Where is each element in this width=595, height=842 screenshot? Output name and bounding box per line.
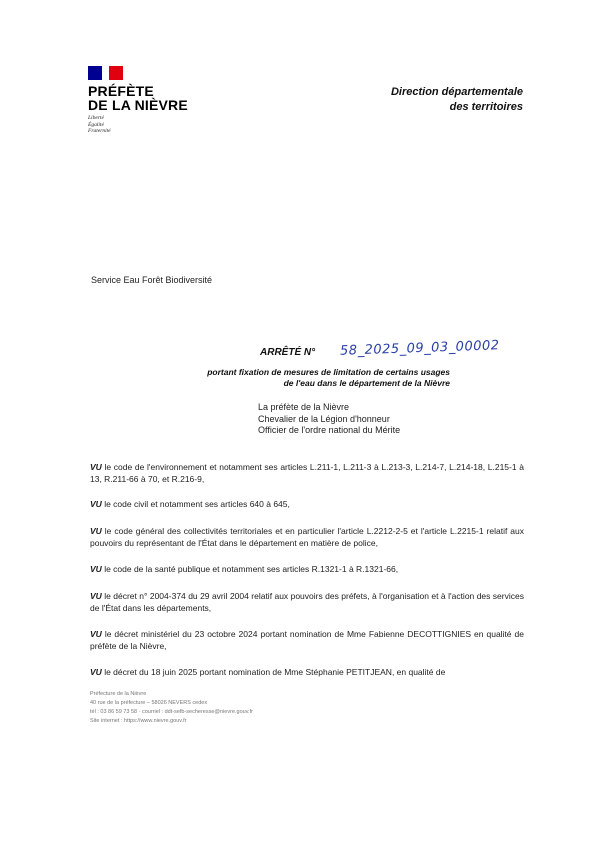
signatory-honor-1: Chevalier de la Légion d'honneur xyxy=(258,413,390,424)
direction-line1: Direction départementale xyxy=(390,86,523,98)
visa-paragraph xyxy=(90,590,524,614)
prefecture-name xyxy=(88,84,208,112)
visa-text: le code civil et notamment ses articles 640 à 645, xyxy=(104,499,290,509)
prefecture-name-line2: DE LA NIÈVRE xyxy=(88,97,188,113)
visa-prefix: VU xyxy=(90,564,102,574)
visas-list xyxy=(90,461,524,678)
visa-prefix: VU xyxy=(90,526,102,536)
footer-website: Site internet : https://www.nievre.gouv.fr xyxy=(90,718,187,724)
republic-motto xyxy=(88,115,208,135)
visa-prefix: VU xyxy=(90,667,102,677)
visa-paragraph xyxy=(90,666,524,678)
signatory-honor-2: Officier de l'ordre national du Mérite xyxy=(258,425,401,435)
subject-line2: de l'eau dans le département de la Nièvre xyxy=(283,378,450,388)
visa-prefix: VU xyxy=(90,629,102,639)
subject-line1: portant fixation de mesures de limitation de certains usages xyxy=(207,367,450,377)
visa-paragraph xyxy=(90,498,524,510)
visa-text: le décret ministériel du 23 octobre 2024 portant nomination de Mme Fabienne DECOTTIGNIES en qualité de préfète de la Nièvre, xyxy=(90,629,524,651)
signatory-block xyxy=(258,402,400,437)
visa-prefix: VU xyxy=(90,591,102,601)
marianne-flag-icon xyxy=(88,66,123,80)
motto-fraternite: Fraternité xyxy=(88,128,111,134)
arrete-subject xyxy=(180,367,450,389)
visa-paragraph xyxy=(90,525,524,549)
visa-paragraph xyxy=(90,628,524,652)
motto-liberte: Liberté xyxy=(88,115,104,121)
visa-text: le décret du 18 juin 2025 portant nomination de Mme Stéphanie PETITJEAN, en qualité de xyxy=(104,667,446,677)
footer-contact xyxy=(90,690,253,726)
visa-prefix: VU xyxy=(90,462,102,472)
direction-line2: des territoires xyxy=(449,101,523,113)
footer-address-street: 40 rue de la préfecture – 58026 NEVERS cedex xyxy=(90,700,208,706)
visa-text: le code général des collectivités territoriales et en particulier l'article L.2212-2-5 et l'article L.2215-1 relatif aux pouvoirs du représentant de l'État dans le département en matière de police, xyxy=(90,526,524,548)
visa-text: le code de l'environnement et notamment ses articles L.211-1, L.211-3 à L.213-3, L.214-7, L.214-18, L.215-1 à 13, R.211-66 à 70, et R.216-9, xyxy=(90,462,524,484)
prefecture-logo xyxy=(88,66,208,135)
footer-contact-line: tél : 03 86 59 73 58 · courriel : ddt-sefb-secheresse@nievre.gouv.fr xyxy=(90,709,253,715)
footer-address-name: Préfecture de la Nièvre xyxy=(90,691,147,697)
prefecture-name-line1: PRÉFÈTE xyxy=(88,83,154,99)
issuing-direction xyxy=(391,85,523,115)
arrete-label: ARRÊTÉ N° xyxy=(260,347,316,358)
service-name: Service Eau Forêt Biodiversité xyxy=(91,275,213,285)
visa-paragraph xyxy=(90,563,524,575)
signatory-title: La préfète de la Nièvre xyxy=(258,402,350,412)
visa-text: le code de la santé publique et notamment ses articles R.1321-1 à R.1321-66, xyxy=(104,564,399,574)
visa-paragraph xyxy=(90,461,524,485)
visa-text: le décret n° 2004-374 du 29 avril 2004 relatif aux pouvoirs des préfets, à l'organisation et à l'action des services de l'État dans les départements, xyxy=(90,591,524,613)
visa-prefix: VU xyxy=(90,499,102,509)
motto-egalite: Égalité xyxy=(88,121,104,128)
arrete-number-handwritten: 58_2025_09_03_00002 xyxy=(339,338,500,359)
